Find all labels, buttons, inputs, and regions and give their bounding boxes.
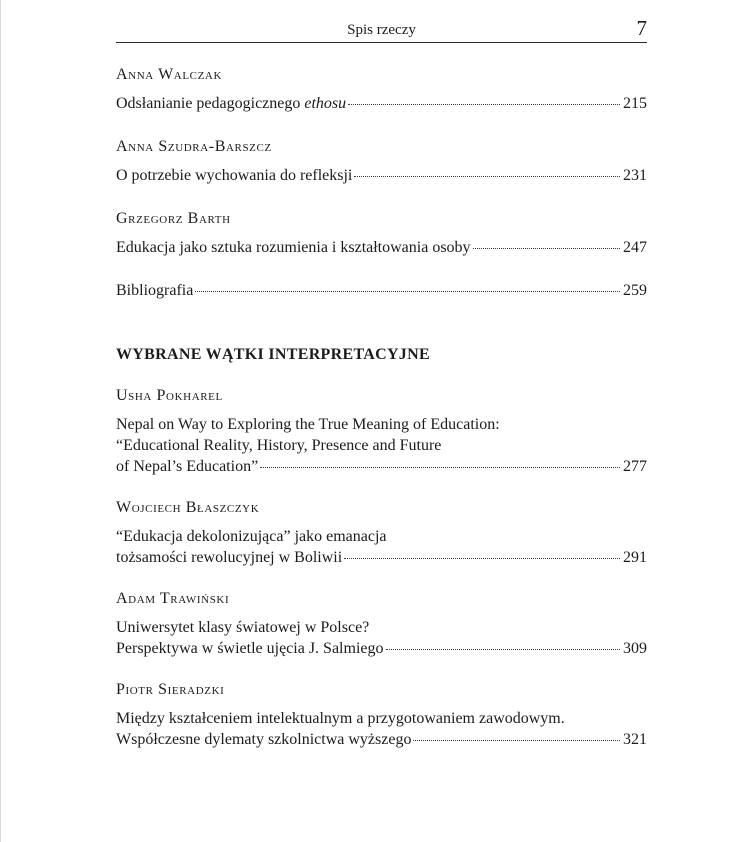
toc-author: Anna Szudra-Barszcz bbox=[116, 138, 272, 155]
dot-leader bbox=[195, 291, 620, 292]
toc-author: Anna Walczak bbox=[116, 66, 223, 83]
toc-entry-title-line: tożsamości rewolucyjnej w Boliwii bbox=[116, 549, 343, 566]
dot-leader bbox=[413, 740, 620, 741]
toc-page-number: 259 bbox=[623, 282, 647, 299]
toc-entry[interactable] bbox=[116, 708, 647, 750]
dot-leader bbox=[260, 467, 620, 468]
toc-entry[interactable] bbox=[116, 617, 647, 659]
toc-entry-title-text: Odsłanianie pedagogicznego bbox=[116, 95, 305, 112]
toc-author: Grzegorz Barth bbox=[116, 210, 231, 227]
toc-entry-title-line: Współczesne dylematy szkolnictwa wyższego bbox=[116, 731, 412, 748]
running-header bbox=[116, 18, 647, 43]
dot-leader bbox=[386, 649, 621, 650]
toc-page-number: 309 bbox=[623, 640, 647, 657]
toc-entry[interactable] bbox=[116, 237, 647, 258]
toc-page-number: 277 bbox=[623, 458, 647, 475]
toc-entry-title-line: Perspektywa w świetle ujęcia J. Salmiego bbox=[116, 640, 384, 657]
toc-entry-bibliography[interactable] bbox=[116, 280, 647, 301]
toc-entry-title: Bibliografia bbox=[116, 282, 194, 299]
toc-entry-title-line: Między kształceniem intelektualnym a przygotowaniem zawodowym. bbox=[116, 710, 565, 727]
toc-page-number: 247 bbox=[623, 239, 647, 256]
toc-entry-title: O potrzebie wychowania do refleksji bbox=[116, 167, 353, 184]
toc-entry[interactable] bbox=[116, 165, 647, 186]
toc-page-number: 291 bbox=[623, 549, 647, 566]
toc-entry[interactable] bbox=[116, 526, 647, 568]
toc-entry-title-line: Nepal on Way to Exploring the True Meaning of Education: bbox=[116, 416, 500, 433]
toc-entry-title: Edukacja jako sztuka rozumienia i kształtowania osoby bbox=[116, 239, 471, 256]
toc-entry-title-italic: ethosu bbox=[304, 95, 347, 112]
section-heading: WYBRANE WĄTKI INTERPRETACYJNE bbox=[116, 346, 430, 363]
toc-author: Usha Pokharel bbox=[116, 387, 223, 404]
toc-entry-title-line: “Educational Reality, History, Presence and Future bbox=[116, 437, 442, 454]
toc-page-number: 321 bbox=[623, 731, 647, 748]
toc-entry[interactable] bbox=[116, 93, 647, 114]
dot-leader bbox=[344, 558, 620, 559]
table-of-contents bbox=[116, 64, 647, 750]
toc-page-number: 231 bbox=[623, 167, 647, 184]
toc-author: Piotr Sieradzki bbox=[116, 681, 225, 698]
dot-leader bbox=[354, 176, 620, 177]
page-number: 7 bbox=[636, 16, 647, 40]
toc-entry-title bbox=[116, 93, 346, 114]
dot-leader bbox=[348, 104, 620, 105]
toc-entry-title-line: Uniwersytet klasy światowej w Polsce? bbox=[116, 619, 370, 636]
toc-page-number: 215 bbox=[623, 95, 647, 112]
page-edge bbox=[0, 0, 1, 842]
toc-author: Wojciech Błaszczyk bbox=[116, 499, 260, 516]
toc-entry-title-line: of Nepal’s Education” bbox=[116, 458, 259, 475]
running-title: Spis rzeczy bbox=[347, 22, 416, 38]
toc-author: Adam Trawiński bbox=[116, 590, 230, 607]
toc-entry-title-line: “Edukacja dekolonizująca” jako emanacja bbox=[116, 528, 387, 545]
toc-entry[interactable] bbox=[116, 414, 647, 477]
dot-leader bbox=[473, 248, 620, 249]
